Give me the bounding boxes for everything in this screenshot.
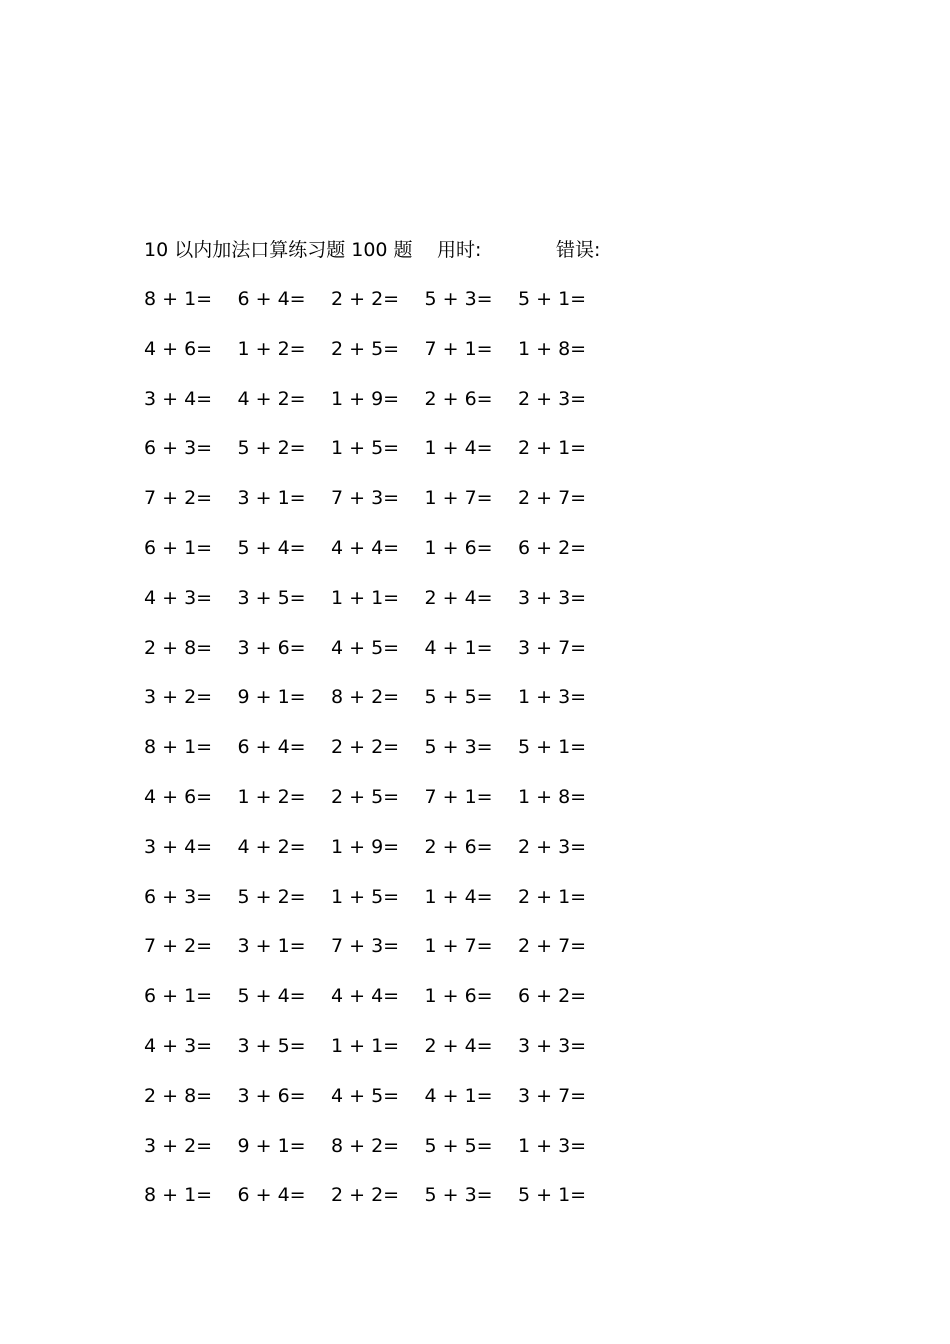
problem-item: 8 + 2= xyxy=(331,1134,400,1157)
problem-item: 9 + 1= xyxy=(237,1134,306,1157)
problem-item: 5 + 1= xyxy=(518,736,587,759)
problem-item: 1 + 7= xyxy=(424,935,493,958)
problem-item: 5 + 1= xyxy=(518,1184,587,1207)
problem-item: 4 + 2= xyxy=(237,387,306,410)
problem-item: 1 + 8= xyxy=(518,785,587,808)
problem-item: 2 + 1= xyxy=(518,885,587,908)
problem-item: 1 + 5= xyxy=(331,437,400,460)
problem-item: 2 + 4= xyxy=(424,586,493,609)
problem-item: 2 + 3= xyxy=(518,835,587,858)
problem-item: 3 + 4= xyxy=(144,387,213,410)
problem-item: 7 + 2= xyxy=(144,935,213,958)
problem-item: 1 + 2= xyxy=(237,785,306,808)
problem-item: 3 + 2= xyxy=(144,686,213,709)
problem-item: 5 + 4= xyxy=(237,985,306,1008)
problem-item: 5 + 5= xyxy=(424,686,493,709)
problem-item: 8 + 2= xyxy=(331,686,400,709)
time-used-label: 用时: xyxy=(437,239,482,261)
problem-item: 4 + 4= xyxy=(331,536,400,559)
errors-label: 错误: xyxy=(556,239,601,261)
problem-item: 3 + 4= xyxy=(144,835,213,858)
problem-item: 5 + 2= xyxy=(237,437,306,460)
problem-item: 3 + 3= xyxy=(518,1034,587,1057)
problem-item: 5 + 2= xyxy=(237,885,306,908)
problem-item: 1 + 3= xyxy=(518,686,587,709)
problem-item: 3 + 3= xyxy=(518,586,587,609)
problem-item: 3 + 1= xyxy=(237,935,306,958)
problem-item: 2 + 4= xyxy=(424,1034,493,1057)
problem-item: 1 + 8= xyxy=(518,337,587,360)
problem-item: 2 + 3= xyxy=(518,387,587,410)
problem-item: 8 + 1= xyxy=(144,288,213,310)
problem-item: 7 + 3= xyxy=(331,935,400,958)
problem-item: 4 + 2= xyxy=(237,835,306,858)
problem-item: 6 + 2= xyxy=(518,985,587,1008)
problem-item: 2 + 6= xyxy=(424,387,493,410)
problem-item: 8 + 1= xyxy=(144,736,213,759)
problem-item: 5 + 3= xyxy=(424,736,493,759)
problem-item: 2 + 8= xyxy=(144,1084,213,1107)
problem-item: 4 + 3= xyxy=(144,1034,213,1057)
problem-item: 1 + 9= xyxy=(331,387,400,410)
problem-item: 3 + 5= xyxy=(237,1034,306,1057)
problem-item: 1 + 9= xyxy=(331,835,400,858)
problem-item: 2 + 1= xyxy=(518,437,587,460)
problem-item: 4 + 3= xyxy=(144,586,213,609)
problem-item: 3 + 5= xyxy=(237,586,306,609)
problem-item: 1 + 6= xyxy=(424,985,493,1008)
problem-item: 3 + 2= xyxy=(144,1134,213,1157)
problem-item: 1 + 5= xyxy=(331,885,400,908)
problem-item: 2 + 7= xyxy=(518,487,587,510)
problem-item: 7 + 3= xyxy=(331,487,400,510)
problem-item: 4 + 6= xyxy=(144,337,213,360)
problem-item: 6 + 4= xyxy=(237,288,306,310)
problem-item: 5 + 1= xyxy=(518,288,587,310)
problem-item: 2 + 2= xyxy=(331,1184,400,1207)
problem-item: 1 + 1= xyxy=(331,1034,400,1057)
problem-item: 1 + 7= xyxy=(424,487,493,510)
problem-item: 6 + 4= xyxy=(237,736,306,759)
problem-item: 2 + 2= xyxy=(331,736,400,759)
problem-item: 4 + 4= xyxy=(331,985,400,1008)
problem-item: 2 + 2= xyxy=(331,288,400,310)
problem-item: 2 + 5= xyxy=(331,337,400,360)
problem-item: 4 + 6= xyxy=(144,785,213,808)
problem-item: 3 + 6= xyxy=(237,636,306,659)
problem-item: 8 + 1= xyxy=(144,1184,213,1207)
problem-item: 2 + 6= xyxy=(424,835,493,858)
problem-item: 1 + 2= xyxy=(237,337,306,360)
problem-item: 7 + 1= xyxy=(424,337,493,360)
worksheet-title: 10 以内加法口算练习题 100 题 xyxy=(144,239,413,261)
problem-item: 5 + 3= xyxy=(424,1184,493,1207)
problem-item: 2 + 7= xyxy=(518,935,587,958)
problem-item: 4 + 1= xyxy=(424,636,493,659)
problem-item: 1 + 1= xyxy=(331,586,400,609)
problem-item: 4 + 1= xyxy=(424,1084,493,1107)
problem-item: 3 + 7= xyxy=(518,636,587,659)
problem-item: 1 + 4= xyxy=(424,885,493,908)
problem-item: 4 + 5= xyxy=(331,636,400,659)
problem-item: 1 + 6= xyxy=(424,536,493,559)
problem-item: 2 + 5= xyxy=(331,785,400,808)
problem-item: 6 + 3= xyxy=(144,437,213,460)
problem-item: 6 + 1= xyxy=(144,536,213,559)
problem-item: 7 + 1= xyxy=(424,785,493,808)
problem-item: 7 + 2= xyxy=(144,487,213,510)
problem-item: 1 + 4= xyxy=(424,437,493,460)
problem-item: 5 + 3= xyxy=(424,288,493,310)
problem-item: 9 + 1= xyxy=(237,686,306,709)
problem-item: 5 + 5= xyxy=(424,1134,493,1157)
problem-item: 6 + 2= xyxy=(518,536,587,559)
problem-item: 3 + 6= xyxy=(237,1084,306,1107)
problem-item: 2 + 8= xyxy=(144,636,213,659)
problem-item: 6 + 1= xyxy=(144,985,213,1008)
problem-item: 1 + 3= xyxy=(518,1134,587,1157)
problem-item: 3 + 1= xyxy=(237,487,306,510)
problem-item: 3 + 7= xyxy=(518,1084,587,1107)
problem-item: 4 + 5= xyxy=(331,1084,400,1107)
problem-item: 6 + 4= xyxy=(237,1184,306,1207)
problem-item: 5 + 4= xyxy=(237,536,306,559)
problem-item: 6 + 3= xyxy=(144,885,213,908)
